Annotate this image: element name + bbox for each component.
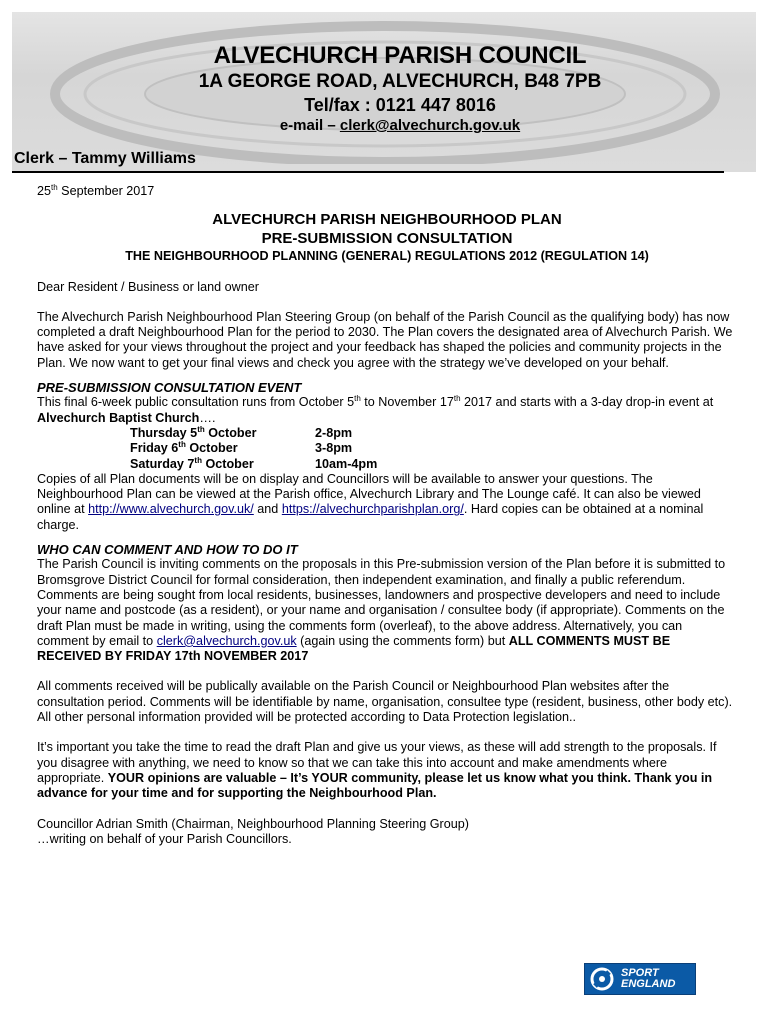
event-schedule (37, 426, 737, 472)
letter-subtitle: PRE-SUBMISSION CONSULTATION (261, 230, 513, 248)
letter-title: ALVECHURCH PARISH NEIGHBOURHOOD PLAN (212, 211, 562, 229)
copies-paragraph: Copies of all Plan documents will be on display and Councillors will be available to answer your questions. The Neighbourhood Plan can be viewed at the Parish office, Alvechurch Library and The Lounge café. It can also be viewed online at http://www.alvechurch.gov.uk/ and https://alvechurchparishplan.org/. Hard copies can be obtained at a nominal charge. (37, 471, 704, 532)
schedule-row: Friday 6th October 3-8pm (130, 440, 353, 456)
comment-email-link[interactable]: clerk@alvechurch.gov.uk (156, 633, 297, 648)
council-website-link[interactable]: http://www.alvechurch.gov.uk/ (88, 502, 254, 517)
schedule-row: Saturday 7th October 10am-4pm (130, 455, 378, 471)
letter-body (37, 181, 737, 847)
parish-plan-website-link[interactable]: https://alvechurchparishplan.org/ (281, 502, 464, 517)
salutation: Dear Resident / Business or land owner (37, 279, 259, 294)
council-address: 1A GEORGE ROAD, ALVECHURCH, B48 7PB (198, 71, 602, 92)
header-divider (12, 171, 724, 173)
importance-paragraph: It’s important you take the time to read the draft Plan and give us your views, as these will add strength to the proposals. If you disagree with anything, we need to know so that we can take this into account and make amendments where appropriate. YOUR opinions are valuable – It’s YOUR community, please let us know what you think. Thank you in advance for your time and for supporting the Neighbourhood Plan. (37, 740, 717, 801)
schedule-row: Thursday 5th October 2-8pm (130, 424, 353, 440)
event-heading: PRE-SUBMISSION CONSULTATION EVENT (37, 380, 302, 396)
council-name: ALVECHURCH PARISH COUNCIL (213, 42, 587, 69)
regulation-heading: THE NEIGHBOURHOOD PLANNING (GENERAL) REGULATIONS 2012 (REGULATION 14) (125, 249, 649, 264)
signoff-note: …writing on behalf of your Parish Councillors. (37, 831, 292, 846)
intro-paragraph: The Alvechurch Parish Neighbourhood Plan Steering Group (on behalf of the Parish Council as the qualifying body) has now completed a draft Neighbourhood Plan for the period to 2030. The Plan covers the designated area of Alvechurch Parish. We have asked for your views throughout the project and your feedback has shaped the policies and community projects in the Plan. We now want to get your final views and check you agree with the strategy we’ve developed on your behalf. (37, 309, 733, 370)
event-paragraph: This final 6-week public consultation runs from October 5th to November 17th 2017 and starts with a 3-day drop-in event at Alvechurch Baptist Church…. (37, 394, 714, 425)
email-label: e-mail – (279, 117, 340, 134)
sport-england-logo: SPORT ENGLAND (584, 963, 696, 995)
sport-england-icon (589, 966, 617, 992)
letter-date: 25th September 2017 (37, 182, 155, 198)
council-email-line (30, 116, 770, 136)
comment-paragraph: The Parish Council is inviting comments on the proposals in this Pre-submission version of the Plan before it is submitted to Bromsgrove District Council for formal consideration, then independent examination, and finally a public referendum. Comments are being sought from local residents, businesses, landowners and prospective developers and need to include your name and postcode (as a resident), or your name and organisation / consultee body (if appropriate). Comments on the draft Plan must be made in writing, using the comments form (overleaf), to the above address. Alternatively, you can comment by email to clerk@alvechurch.gov.uk (again using the comments form) but ALL COMMENTS MUST BE RECEIVED BY FRIDAY 17th NOVEMBER 2017 (37, 557, 726, 664)
publication-paragraph: All comments received will be publically available on the Parish Council or Neighbourhood Plan websites after the consultation period. Comments will be identifiable by name, organisation, consultee type (resident, business, other body etc). All other personal information provided will be protected according to Data Protection legislation.. (37, 679, 733, 725)
council-telephone: Tel/fax : 0121 447 8016 (304, 95, 496, 115)
comment-heading: WHO CAN COMMENT AND HOW TO DO IT (37, 542, 298, 558)
signoff-name: Councillor Adrian Smith (Chairman, Neighbourhood Planning Steering Group) (37, 816, 469, 831)
council-email-link[interactable]: clerk@alvechurch.gov.uk (339, 117, 521, 134)
clerk-name: Clerk – Tammy Williams (14, 150, 196, 167)
